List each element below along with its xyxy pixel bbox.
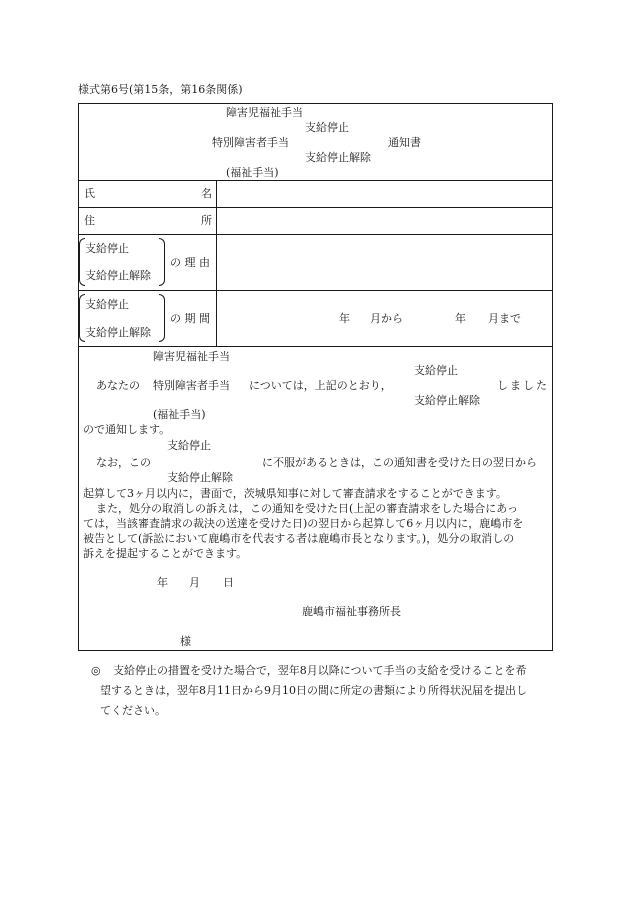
- body-allowance-special: 特別障害者手当: [153, 379, 230, 392]
- frame-bottom: [78, 650, 553, 651]
- title-allowance-child: 障害児福祉手当: [226, 106, 303, 119]
- reason-bracket-right: [159, 238, 165, 286]
- row-divider: [78, 290, 553, 291]
- frame-left: [78, 103, 79, 651]
- body-allowance-child: 障害児福祉手当: [153, 350, 230, 363]
- frame-top: [78, 103, 553, 104]
- period-month-from: 月から: [370, 312, 403, 325]
- reason-option-stop: 支給停止: [85, 242, 129, 255]
- address-label-2: 所: [201, 214, 212, 227]
- body-stop-2: 支給停止: [167, 439, 211, 452]
- name-label-2: 名: [201, 187, 212, 200]
- note-line-1: 支給停止の措置を受けた場合で，翌年8月以降について手当の支給を受けることを希: [113, 664, 527, 677]
- note-line-2: 望するときは，翌年8月11日から9月10日の間に所定の書類により所得状況届を提出し: [100, 684, 527, 697]
- row-divider: [78, 180, 553, 181]
- row-divider: [78, 346, 553, 347]
- period-option-stop-release: 支給停止解除: [85, 326, 151, 339]
- note-mark: ◎: [91, 664, 101, 677]
- issuer: 鹿嶋市福祉事務所長: [302, 605, 401, 618]
- column-divider: [216, 180, 217, 346]
- form-label: 様式第6号(第15条，第16条関係): [78, 83, 243, 96]
- body-lawsuit-2: ては，当該審査請求の裁決の送達を受けた日)の翌日から起算して6ヶ月以内に，鹿嶋市を: [83, 517, 524, 530]
- date-year: 年: [157, 576, 168, 589]
- date-month: 月: [189, 576, 200, 589]
- period-bracket-right: [159, 294, 165, 342]
- body-lawsuit-1: また，処分の取消しの訴えは，この通知を受けた日(上記の審査請求をした場合にあっ: [96, 502, 519, 515]
- title-allowance-welfare: (福祉手当): [226, 166, 279, 179]
- title-allowance-special: 特別障害者手当: [212, 136, 289, 149]
- body-allowance-welfare: (福祉手当): [153, 408, 206, 421]
- title-stop-release: 支給停止解除: [305, 151, 371, 164]
- body-objection: に不服があるときは，この通知書を受けた日の翌日から: [262, 456, 537, 469]
- frame-right: [552, 103, 553, 651]
- row-divider: [78, 234, 553, 235]
- row-divider: [78, 207, 553, 208]
- date-day: 日: [223, 576, 234, 589]
- body-your: あなたの: [96, 379, 140, 392]
- body-stop-release: 支給停止解除: [414, 394, 480, 407]
- body-about: については，上記のとおり，: [249, 379, 392, 392]
- address-label-1: 住: [84, 214, 95, 227]
- body-lawsuit-4: 訴えを提起することができます。: [83, 547, 248, 560]
- body-stop: 支給停止: [414, 364, 458, 377]
- body-objection-2: 起算して3ヶ月以内に，書面で，茨城県知事に対して審査請求をすることができます。: [83, 487, 507, 500]
- reason-option-stop-release: 支給停止解除: [85, 269, 151, 282]
- body-lawsuit-3: 被告として(訴訟において鹿嶋市を代表する者は鹿嶋市長となります。)，処分の取消しの: [83, 532, 515, 545]
- period-year-from: 年: [339, 312, 350, 325]
- period-option-stop: 支給停止: [85, 298, 129, 311]
- title-stop: 支給停止: [305, 121, 349, 134]
- body-stop-release-2: 支給停止解除: [167, 471, 233, 484]
- recipient-honorific: 様: [180, 635, 191, 648]
- period-month-to: 月まで: [488, 312, 521, 325]
- reason-label: の 理 由: [170, 256, 210, 269]
- name-label-1: 氏: [84, 187, 95, 200]
- body-also-this: なお，この: [96, 456, 151, 469]
- title-notice: 通知書: [388, 136, 421, 149]
- period-label: の 期 間: [170, 312, 210, 325]
- body-did: しました: [497, 379, 549, 392]
- note-line-3: てください。: [100, 704, 166, 717]
- period-year-to: 年: [455, 312, 466, 325]
- body-notified: ので通知します。: [83, 423, 171, 436]
